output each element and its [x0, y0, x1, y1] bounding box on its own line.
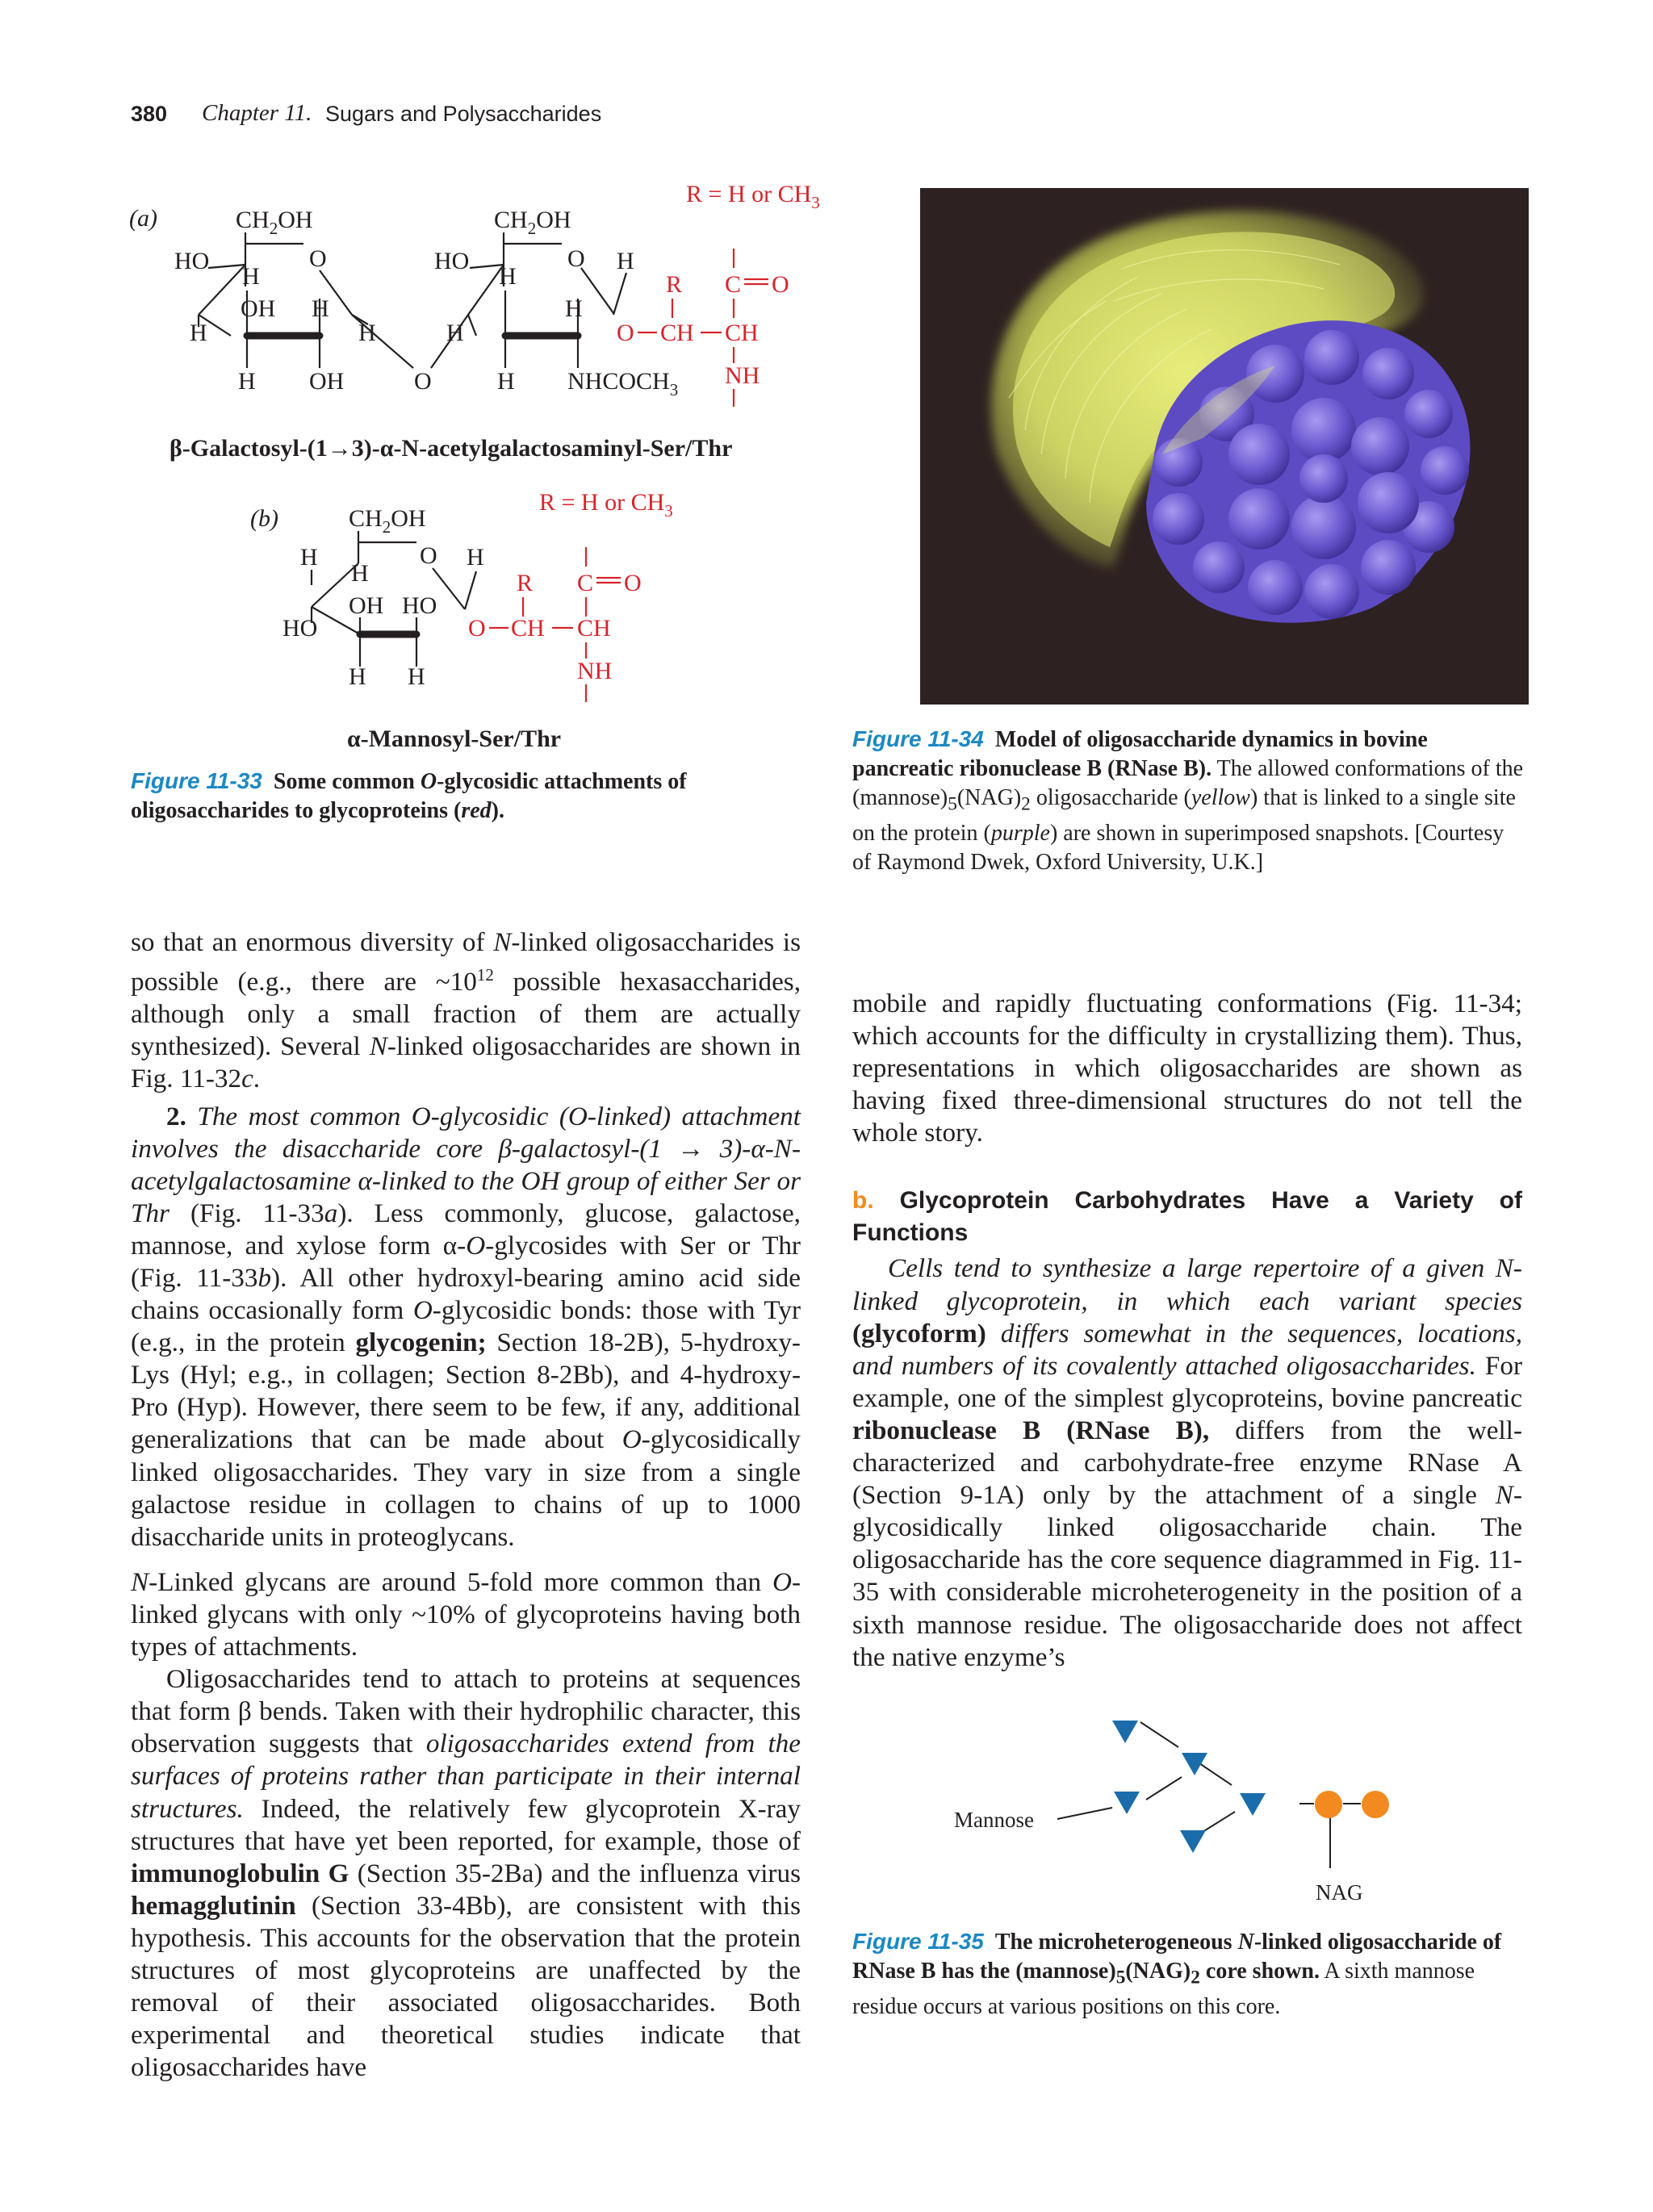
panel-b-ch1: CH [511, 615, 545, 642]
caption-text: oligosaccharide ( [1030, 785, 1191, 810]
ring2-h1: H [499, 263, 517, 290]
panel-a-carbonyl-c: C [725, 271, 742, 298]
paragraph-1: so that an enormous diversity of N-linked oligosaccharides is possible (e.g., there are $\sim 10^{12}$ possible hexasaccharides, although only a small fraction of them are actually synthesized). Several N-linked oligosaccharides are shown in Fig. 11-32c. [131, 927, 801, 1094]
mannose-triangle [1240, 1793, 1266, 1816]
mannose-h-top-left: H [300, 544, 318, 571]
caption-text: ). [491, 798, 504, 823]
mannose-oxygen: O [420, 542, 437, 569]
panel-a-nh: NH [725, 362, 760, 389]
mannose-ho-inner: HO [402, 592, 437, 619]
paragraph-2: 2. The most common O-glycosidic (O-linked) attachment involves the disaccharide core β-galactosyl-(1 → 3)-α-N-acetylgalactosamine α-linked to the OH group of either Ser or Thr (Fig. 11-33a). Less commonly, glucose, galactose, mannose, and xylose form α-O-glycosides with Ser or Thr (Fig. 11-33b). All other hydroxyl-bearing amino acid side chains occasionally form O-glycosidic bonds: those with Tyr (e.g., in the protein glycogenin; Section 18-2B), 5-hydroxy-Lys (Hyl; e.g., in collagen; Section 8-2Bb), and 4-hydroxy-Pro (Hyp). However, there seem to be few, if any, additional generalizations that can be made about O-glycosidically linked oligosaccharides. They vary in size from a single galactose residue in collagen to chains of up to 1000 disaccharide units in proteoglycans. [131, 1101, 801, 1552]
caption-text: ) are shown in superimposed snapshots. [Courtesy of Raymond Dwek, Oxford University, U.K.] [852, 820, 1504, 875]
mannose-ho: HO [282, 615, 318, 642]
figure-11-34-number: Figure 11-34 [852, 726, 984, 751]
panel-a-link-o: O [617, 320, 634, 346]
ring2-h-left: H [446, 320, 464, 346]
panel-b-link-o: O [468, 615, 486, 642]
panel-a-label: (a) [129, 205, 157, 232]
paragraph-3: N-Linked glycans are around 5-fold more common than O-linked glycans with only ~10% of glycoproteins having both types of attachments. [131, 1566, 801, 1662]
panel-b-carbonyl-o: O [624, 570, 642, 596]
panel-b-carbonyl-c: C [577, 570, 594, 596]
ring2-bottom-h: H [497, 368, 515, 395]
panel-b-r-note: R = H or $CH_3$ [539, 489, 673, 521]
ring1-oh: OH [241, 295, 276, 322]
section-letter: b. [852, 1187, 874, 1215]
mannose-triangle [1114, 1792, 1140, 1814]
ring1-bottom-h: H [238, 368, 256, 395]
figure-11-34-caption [852, 725, 1527, 877]
running-head-chapter: Chapter 11. [202, 100, 312, 126]
panel-b-r: R [517, 570, 534, 596]
caption-bold: Model of oligosaccharide dynamics in bovine pancreatic ribonuclease B (RNase B). [852, 727, 1428, 781]
mannose-label: Mannose [954, 1808, 1034, 1832]
mannose-triangle [1180, 1830, 1206, 1853]
panel-a-ch2: CH [725, 320, 759, 346]
caption-text: (NAG) [956, 785, 1022, 810]
caption-text: ) that is linked to a single site on the protein ( [852, 785, 1516, 846]
running-head-title: Sugars and Polysaccharides [325, 102, 602, 126]
right-column [852, 988, 1522, 1674]
ring1-h2: H [312, 295, 329, 322]
figure-11-35-number: Figure 11-35 [852, 1929, 984, 1954]
ring1-ch2oh: $CH_2OH$ [236, 207, 313, 238]
ring2-ho: HO [434, 248, 470, 274]
mannose-triangle [1182, 1753, 1207, 1775]
ring2-bottom-nhcoch3: $NHCOCH_3$ [567, 368, 679, 399]
section-title: Glycoprotein Carbohydrates Have a Variety of Functions [852, 1187, 1522, 1247]
panel-a-r-note: R = H or $CH_3$ [686, 181, 820, 212]
mannose-bottom-h1: H [349, 663, 366, 690]
paragraph-continued: mobile and rapidly fluctuating conformations (Fig. 11-34; which accounts for the difficulty in crystallizing them). Thus, representations in which oligosaccharides are shown as having fixed three-dimensional structures do not tell the whole story. [852, 989, 1522, 1148]
figure-11-33-number: Figure 11-33 [131, 768, 262, 793]
caption-text: -glycosidic attachments of oligosaccharides to glycoproteins ( [131, 769, 687, 823]
panel-b-name: α-Mannosyl-Ser/Thr [347, 725, 562, 752]
caption-o: O [420, 769, 437, 794]
caption-purple: purple [990, 820, 1050, 846]
paragraph-glycoform: Cells tend to synthesize a large repertoire of a given N-linked glycoprotein, in which each variant species (glycoform) differs somewhat in the sequences, locations, and numbers of its covalently attached oligosaccharides. For example, one of the simplest glycoproteins, bovine pancreatic ribonuclease B (RNase B), differs from the well-characterized and carbohydrate-free enzyme RNase A (Section 9-1A) only by the attachment of a single N-glycosidically linked oligosaccharide chain. The oligosaccharide has the core sequence diagrammed in Fig. 11-35 with considerable microheterogeneity in the position of a sixth mannose residue. The oligosaccharide does not affect the native enzyme’s [852, 1253, 1523, 1672]
ring1-bottom-oh: OH [309, 368, 345, 395]
figure-11-35-diagram [944, 1703, 1445, 1921]
caption-yellow: yellow [1191, 785, 1250, 810]
ring1-h-right: H [358, 320, 376, 346]
ring1-h1: H [242, 263, 260, 290]
panel-a-name: β-Galactosyl-(1→3)-α-N-acetylgalactosaminyl-Ser/Thr [169, 435, 733, 462]
ring2-h-mid: H [565, 295, 583, 322]
caption-red: red [461, 798, 492, 823]
ring2-oxygen: O [567, 245, 585, 272]
caption-sub: 2 [1021, 793, 1031, 815]
ring2-ch2oh: $CH_2OH$ [494, 207, 571, 238]
panel-b-nh: NH [577, 658, 613, 684]
paragraph-4: Oligosaccharides tend to attach to proteins at sequences that form β bends. Taken with their hydrophilic character, this observation suggests that oligosaccharides extend from the surfaces of proteins rather than participate in their internal structures. Indeed, the relatively few glycoprotein X-ray structures that have yet been reported, for example, those of immunoglobulin G (Section 35-2Ba) and the influenza virus hemagglutinin (Section 33-4Bb), are consistent with this hypothesis. This accounts for the observation that the protein structures of most glycoproteins are unaffected by the removal of their associated oligosaccharides. Both experimental and theoretical studies indicate that oligosaccharides have [131, 1664, 801, 2083]
figure-11-35-caption: Figure 11-35 The microheterogeneous N-linked oligosaccharide of RNase B has the $(mannose)_5(NAG)_2$ core shown. A sixth mannose residue occurs at various positions on this core. [852, 1929, 1502, 2019]
panel-b-ch2: CH [577, 615, 611, 642]
nag-circle [1362, 1791, 1389, 1818]
figure-11-33-structures [121, 178, 847, 771]
figure-11-33-caption [131, 767, 825, 826]
bridge-oxygen: O [414, 368, 432, 395]
panel-a-ch1: CH [660, 320, 694, 346]
page-number: 380 [131, 102, 168, 126]
left-column [131, 926, 801, 2084]
ring1-ho: HO [174, 248, 210, 274]
mannose-bottom-h2: H [408, 663, 425, 690]
mannose-ch2oh: $CH_2OH$ [349, 505, 426, 537]
caption-text: A sixth mannose residue occurs at various positions on this core. [852, 1959, 1475, 2019]
ring2-h-top: H [617, 248, 634, 274]
panel-a-carbonyl-o: O [772, 271, 789, 298]
caption-text: Some common [273, 769, 421, 794]
mannose-h-top: H [351, 560, 369, 587]
ring1-h-left: H [190, 320, 207, 346]
mannose-h-right: H [467, 544, 484, 571]
caption-text: The allowed conformations of the (mannose) [852, 756, 1524, 810]
caption-sub: 5 [948, 793, 957, 815]
ring1-oxygen: O [309, 245, 327, 272]
panel-b-label: (b) [250, 505, 278, 532]
mannose-oh: OH [349, 592, 384, 619]
figure-11-34-image [920, 188, 1529, 705]
panel-a-r: R [666, 271, 683, 298]
section-heading [852, 1185, 1522, 1249]
nag-label: NAG [1316, 1880, 1363, 1905]
nag-circle [1315, 1791, 1342, 1818]
mannose-triangle [1112, 1721, 1138, 1743]
